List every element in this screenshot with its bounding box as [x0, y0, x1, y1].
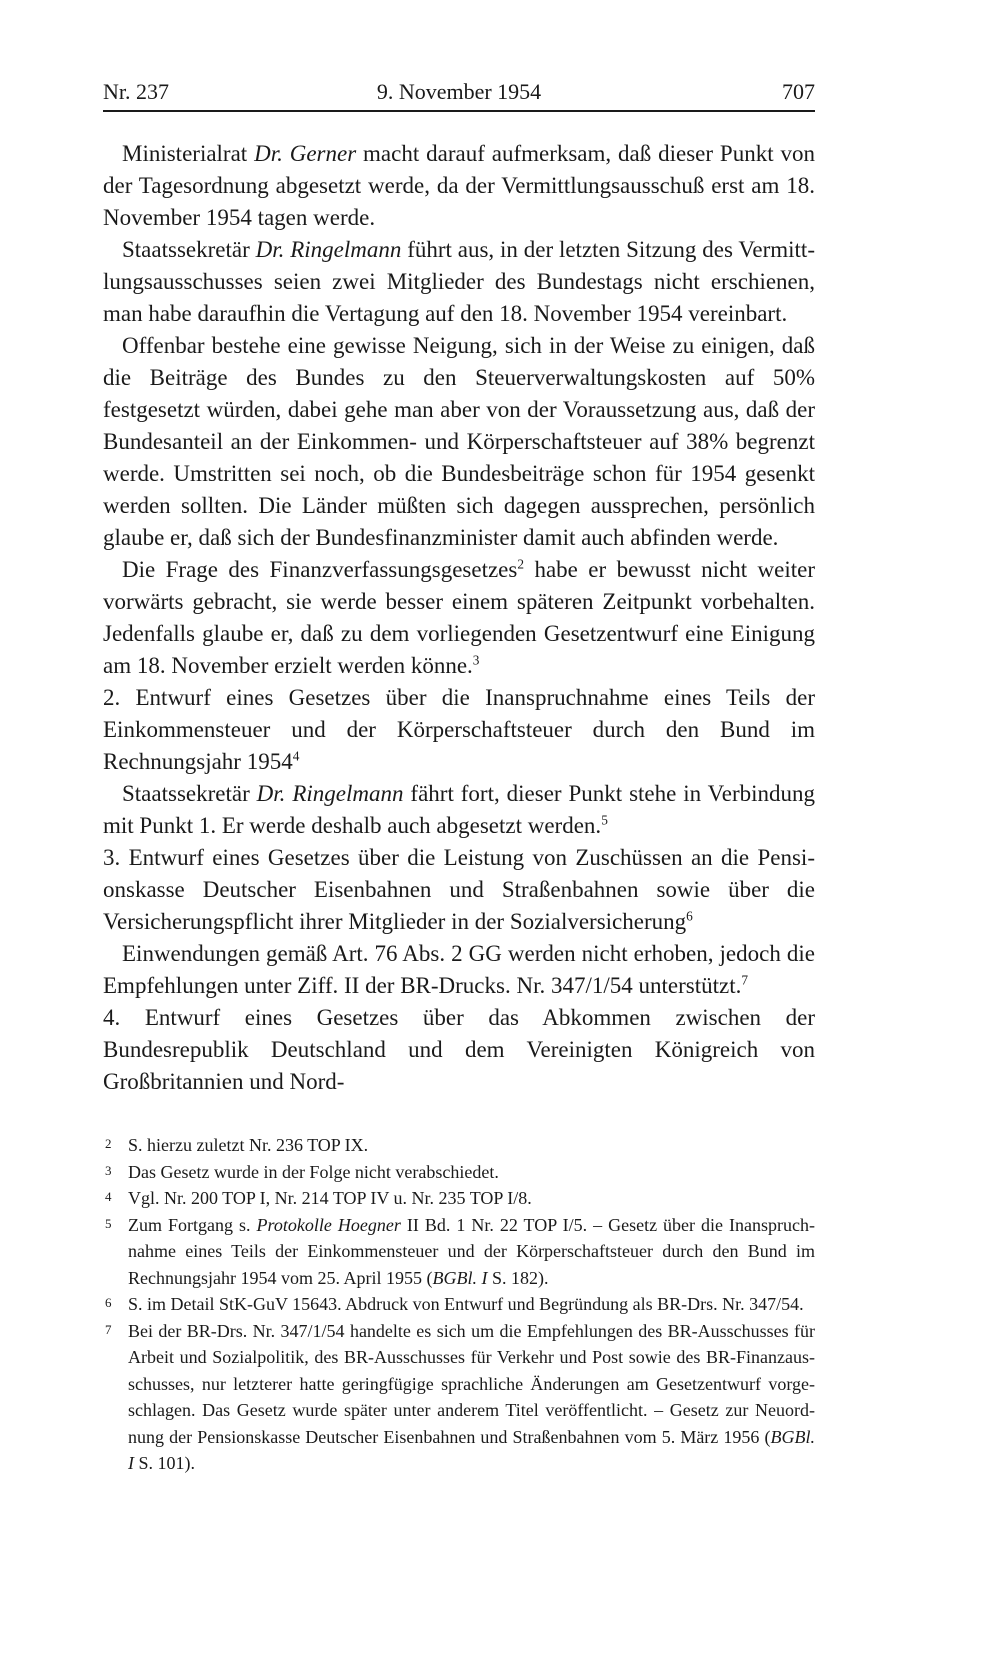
page-header — [103, 80, 815, 104]
paragraph: Staatssekretär Dr. Ringelmann führt aus, in der letzten Sitzung des Vermittlungsausschusses seien zwei Mitglieder des Bundestags nicht erschienen, man habe daraufhin die Vertagung auf den 18. November 1954 vereinbart. — [103, 237, 815, 326]
footnote-number: 6 — [105, 1295, 112, 1310]
footnote-number: 2 — [105, 1136, 112, 1151]
main-text — [103, 138, 815, 1098]
footnote-number: 4 — [105, 1189, 112, 1204]
paragraph: Einwendungen gemäß Art. 76 Abs. 2 GG werden nicht erhoben, jedoch die Empfehlungen unter Ziff. II der BR-Drucks. Nr. 347/1/54 unterstützt.$^7$ — [103, 941, 815, 998]
footnote-text: S. im Detail StK-GuV 15643. Abdruck von Entwurf und Begründung als BR-Drs. Nr. 347/54. — [128, 1294, 804, 1314]
footnote-text: Bei der BR-Drs. Nr. 347/1/54 handelte es sich um die Empfehlungen des BR-Ausschusses für Arbeit und Sozialpolitik, des BR-Ausschusses für Verkehr und Post sowie des BR-Finanzausschusses, nur letzterer hatte geringfügige sprachliche Änderungen am Gesetzentwurf vorgeschlagen. Das Gesetz wurde später unter anderem Titel veröffentlicht. – Gesetz zur Neuordnung der Pensionskasse Deutscher Eisenbahnen und Straßenbahnen vom 5. März 1956 (BGBl. I S. 101). — [128, 1320, 815, 1473]
header-rule — [103, 110, 815, 112]
paragraph: Die Frage des Finanzverfassungsgesetzes$^2$ habe er bewusst nicht weiter vorwärts gebracht, sie werde besser einem späteren Zeitpunkt vorbehalten. Jedenfalls glaube er, daß zu dem vorliegenden Gesetzentwurf eine Einigung am 18. November erzielt werden könne.$^3$ — [103, 556, 816, 678]
footnotes-section — [103, 1132, 815, 1477]
footnote — [103, 1159, 815, 1186]
footnote — [103, 1132, 815, 1159]
paragraph: Ministerialrat Dr. Gerner macht darauf aufmerksam, daß dieser Punkt von der Tagesordnung abgesetzt werde, da der Vermittlungsausschuß erst am 18. November 1954 tagen werde. — [103, 141, 815, 230]
paragraph: Offenbar bestehe eine gewisse Neigung, sich in der Weise zu einigen, daß die Beiträge des Bundes zu den Steuerverwaltungskosten auf 50% festgesetzt würden, dabei gehe man aber von der Voraussetzung aus, daß der Bundesanteil an der Einkommen- und Körperschaftsteuer auf 38% begrenzt werde. Umstritten sei noch, ob die Bundesbeiträge schon für 1954 gesenkt werden sollten. Die Länder müßten sich dagegen aussprechen, persönlich glaube er, daß sich der Bundesfinanzminister damit auch abfinden werde. — [103, 333, 815, 550]
footnote-reference: 3 — [472, 652, 480, 668]
agenda-item-paragraph: 2. Entwurf eines Gesetzes über die Inanspruchnahme eines Teils der Einkommensteuer und der Körperschaftsteuer durch den Bund im Rechnungsjahr 1954$^4$ — [103, 685, 815, 774]
footnote — [103, 1318, 815, 1477]
footnote-reference: 7 — [741, 972, 749, 988]
agenda-item-paragraph: 3. Entwurf eines Gesetzes über die Leistung von Zuschüssen an die Pensionskasse Deutscher Eisenbahnen und Straßenbahnen sowie über die Versicherungspflicht ihrer Mitglieder in der Sozialversicherung$^6$ — [103, 845, 815, 934]
paragraph: Staatssekretär Dr. Ringelmann fährt fort, dieser Punkt stehe in Verbindung mit Punkt 1. Er werde deshalb auch abgesetzt werden.$^5$ — [103, 781, 815, 838]
footnote-reference: 6 — [686, 908, 693, 924]
footnote-reference: 4 — [292, 748, 300, 764]
footnote-text: Das Gesetz wurde in der Folge nicht verabschiedet. — [128, 1161, 499, 1182]
footnote-number: 3 — [105, 1162, 112, 1178]
document-number: Nr. 237 — [103, 79, 169, 104]
footnote-number: 7 — [105, 1321, 112, 1337]
footnote-reference: 2 — [517, 556, 525, 572]
footnote — [103, 1291, 815, 1318]
footnote-text: Vgl. Nr. 200 TOP I, Nr. 214 TOP IV u. Nr. 235 TOP I/8. — [128, 1188, 532, 1208]
footnote-text: Zum Fortgang s. Protokolle Hoegner II Bd. 1 Nr. 22 TOP I/5. – Gesetz über die Inanspruchnahme eines Teils der Einkommensteuer und der Körperschaftsteuer durch den Bund im Rechnungsjahr 1954 vom 25. April 1955 (BGBl. I S. 182). — [128, 1214, 816, 1288]
footnote-reference: 5 — [601, 812, 608, 828]
session-date: 9. November 1954 — [376, 79, 542, 104]
footnote-number: 5 — [105, 1215, 112, 1231]
footnote — [103, 1185, 815, 1212]
agenda-item-paragraph: 4. Entwurf eines Gesetzes über das Abkommen zwischen der Bundesrepublik Deutschland und dem Vereinigten Königreich von Großbritannien und Nord- — [103, 1005, 815, 1094]
page-number: 707 — [782, 79, 815, 104]
footnote-text: S. hierzu zuletzt Nr. 236 TOP IX. — [128, 1135, 369, 1155]
footnote — [103, 1212, 815, 1292]
